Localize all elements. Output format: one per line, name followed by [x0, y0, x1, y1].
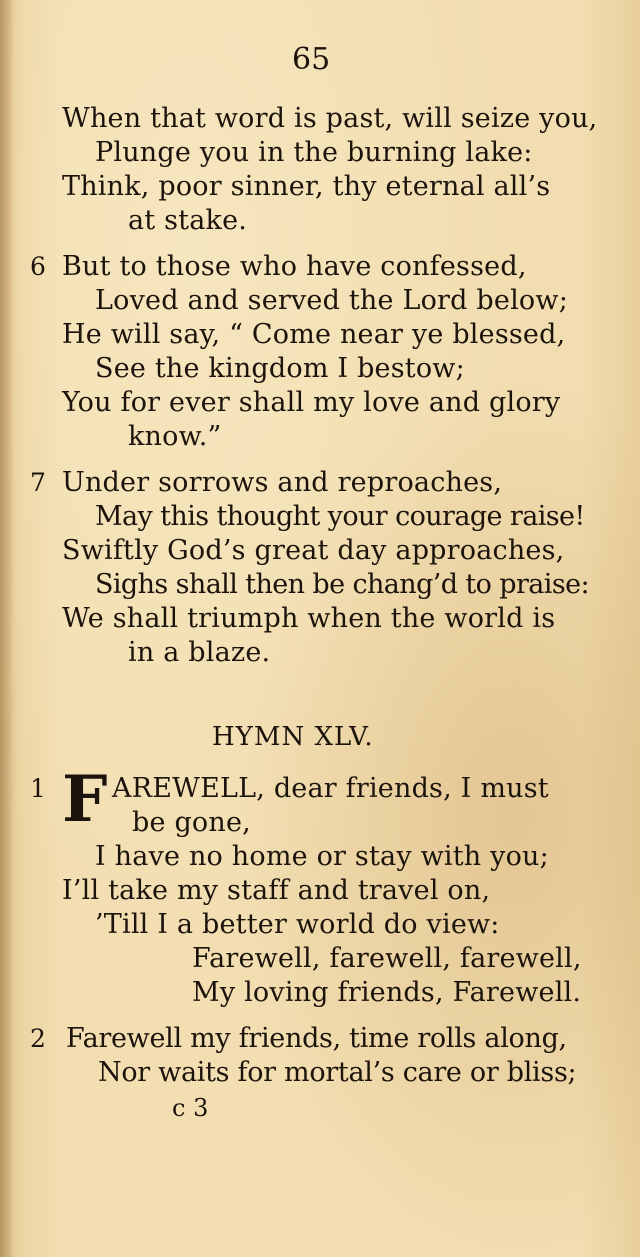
verse-line: Sighs shall then be chang’d to praise:: [95, 569, 589, 600]
verse-line: Under sorrows and reproaches,: [62, 467, 503, 498]
stanza-number: 6: [30, 252, 46, 281]
verse-line: Think, poor sinner, thy eternal all’s: [62, 171, 551, 202]
verse-line: Farewell my friends, time rolls along,: [66, 1023, 567, 1054]
verse-line: My loving friends, Farewell.: [192, 977, 582, 1008]
page-number: 65: [292, 42, 331, 77]
verse-line: He will say, “ Come near ye blessed,: [62, 319, 566, 350]
verse-line: ’Till I a better world do view:: [95, 909, 500, 940]
verse-line: Loved and served the Lord below;: [95, 285, 568, 316]
verse-line: in a blaze.: [128, 637, 271, 668]
verse-line: Plunge you in the burning lake:: [95, 137, 533, 168]
verse-line: We shall triumph when the world is: [62, 603, 556, 634]
stanza-number: 2: [30, 1024, 46, 1053]
signature-mark: c 3: [172, 1094, 209, 1122]
verse-line: When that word is past, will seize you,: [62, 103, 598, 134]
verse-line: know.”: [128, 421, 222, 452]
verse-line: at stake.: [128, 205, 248, 236]
verse-line: I’ll take my staff and travel on,: [62, 875, 491, 906]
verse-line: You for ever shall my love and glory: [62, 387, 561, 418]
verse-line: See the kingdom I bestow;: [95, 353, 465, 384]
verse-line: But to those who have confessed,: [62, 251, 527, 282]
drop-cap: F: [62, 762, 108, 837]
stanza-number: 7: [30, 468, 46, 497]
verse-line: Farewell, farewell, farewell,: [192, 943, 582, 974]
verse-line: May this thought your courage raise!: [95, 501, 585, 532]
verse-line: AREWELL, dear friends, I must: [112, 773, 549, 804]
stanza-number: 1: [30, 774, 46, 803]
verse-line: Nor waits for mortal’s care or bliss;: [98, 1057, 577, 1088]
verse-line: I have no home or stay with you;: [95, 841, 549, 872]
verse-line: be gone,: [132, 807, 251, 838]
hymn-title: HYMN XLV.: [212, 722, 374, 752]
verse-line: Swiftly God’s great day approaches,: [62, 535, 565, 566]
page-binding-shadow: [0, 0, 14, 1257]
